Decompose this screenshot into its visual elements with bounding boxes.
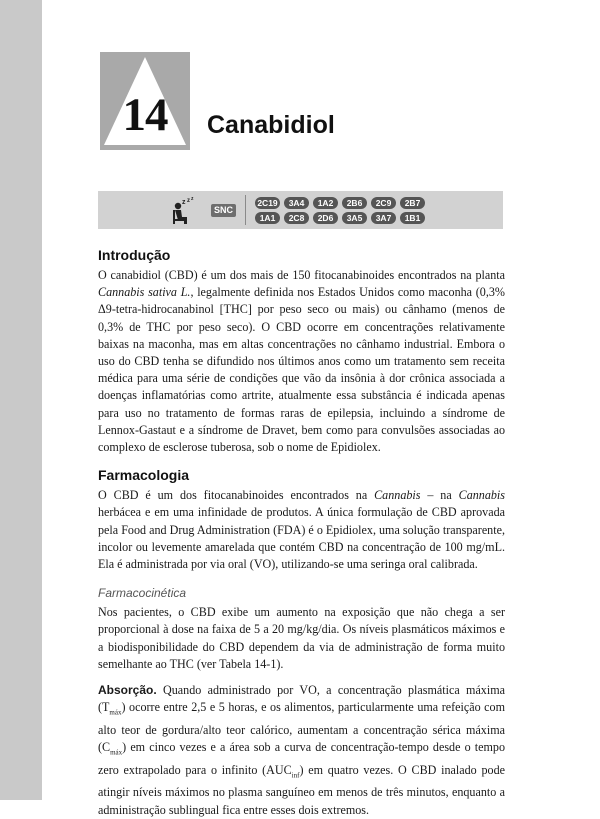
cyp-badge: 3A7 <box>371 212 396 224</box>
left-margin-strip <box>0 0 42 800</box>
cyp-badge: 2B6 <box>342 197 367 209</box>
intro-paragraph: O canabidiol (CBD) é um dos mais de 150 fitocanabinoides encontrados na planta Cannabis sativa L., legalmente definida nos Estados Unidos como maconha (0,3% Δ9-tetra-hidrocanabinol [THC] por peso seco ou mais) ou cânhamo (menos de 0,3% de THC por peso seco). O CBD ocorre em concentrações relativamente baixas na maconha, mas em altas concentrações no cânhamo industrial. Embora o uso do CBD tenha se difundido nos últimos anos como um tratamento sem receita médica para uma série de condições que vão da insônia à dor crônica associada a doenças inflamatórias como artrite, atualmente essa substância é indicada apenas para uso no tratamento de formas raras de epilepsia, incluindo a síndrome de Lennox-Gastaut e a síndrome de Dravet, bem como para convulsões associadas ao complexo de esclerose tuberosa, sob o nome de Epidiolex. <box>98 268 505 455</box>
pharmacology-paragraph: O CBD é um dos fitocanabinoides encontrados na Cannabis – na Cannabis herbácea e em uma infinidade de produtos. A única formulação de CBD aprovada pela Food and Drug Administration (FDA) é o Epidiolex, uma solução transparente, incolor ou levemente amarelada que contém CBD na concentração de 100 mg/mL. Ela é administrada por via oral (VO), utilizando-se uma seringa oral calibrada. <box>98 488 505 572</box>
cyp-badge: 2C19 <box>255 197 280 209</box>
cyp-badge: 1A1 <box>255 212 280 224</box>
cyp-badge: 1B1 <box>400 212 425 224</box>
section-heading-introducao: Introdução <box>98 247 171 263</box>
section-heading-farmacologia: Farmacologia <box>98 467 190 484</box>
svg-text:z: z <box>191 196 194 202</box>
svg-text:z: z <box>182 199 186 206</box>
absorption-paragraph: Absorção. Quando administrado por VO, a concentração plasmática máxima $(T_{máx})$ ocorre entre 2,5 e 5 horas, e os alimentos, particularmente uma refeição com alto teor de gordura/alto teor calórico, aumentam a concentração sérica máxima $(C_{máx})$ em cinco vezes e a área sob a curva de concentração-tempo desde o tempo zero extrapolado para o infinito $(AUC_{inf})$ em quatro vezes. O CBD inalado pode atingir níveis máximos no plasma sanguíneo em menos de três minutos, enquanto a administração sublingual fica entre esses dois extremos. <box>98 683 505 817</box>
cyp-badge: 2D6 <box>313 212 338 224</box>
article-body <box>98 247 505 819</box>
chapter-number: 14 <box>122 89 168 141</box>
divider <box>245 195 246 225</box>
cyp-row-2 <box>255 212 425 224</box>
subsection-heading-farmacocinetica: Farmacocinética <box>98 586 187 601</box>
cyp-badge: 3A5 <box>342 212 367 224</box>
absorption-label: Absorção. <box>98 683 157 698</box>
sleeping-person-icon <box>168 196 198 226</box>
chapter-title: Canabidiol <box>207 111 335 139</box>
cyp-badge: 2B7 <box>400 197 425 209</box>
cyp-badge: 3A4 <box>284 197 309 209</box>
category-badge: SNC <box>211 204 236 217</box>
cyp-row-1 <box>255 197 425 209</box>
pharmacokinetics-paragraph: Nos pacientes, o CBD exibe um aumento na exposição que não chega a ser proporcional à dose na faixa de 5 a 20 mg/kg/dia. Os níveis plasmáticos máximos e a biodisponibilidade do CBD dependem da via de administração de forma muito semelhante ao THC (ver Tabela 14-1). <box>98 605 505 671</box>
svg-text:z: z <box>187 198 190 204</box>
cyp-badge: 1A2 <box>313 197 338 209</box>
cyp-badge: 2C8 <box>284 212 309 224</box>
cyp-badge: 2C9 <box>371 197 396 209</box>
drug-info-bar <box>98 191 503 229</box>
